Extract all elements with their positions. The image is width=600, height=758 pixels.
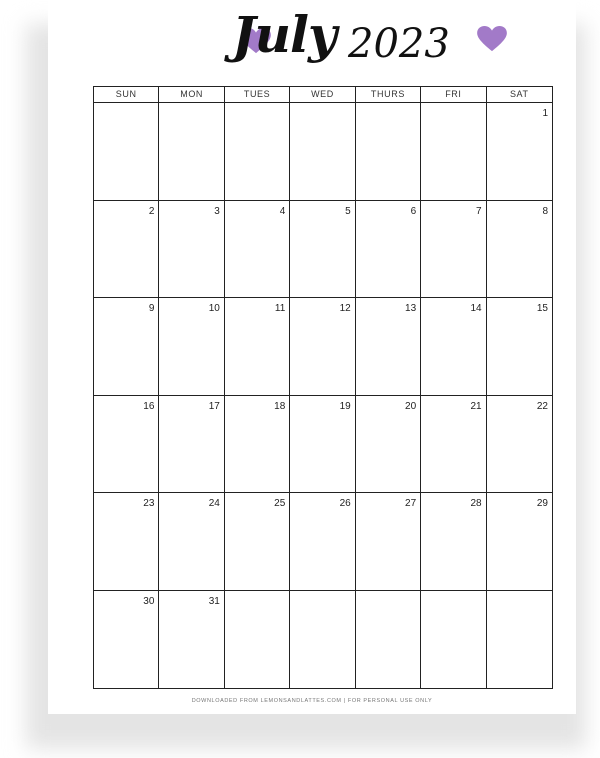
- day-number: 6: [410, 205, 417, 217]
- day-number: 30: [143, 595, 155, 607]
- day-cell: [94, 103, 159, 201]
- day-number: 1: [542, 108, 548, 119]
- day-number: 3: [214, 205, 220, 217]
- day-cell: [421, 396, 486, 494]
- day-cell: [290, 396, 355, 494]
- day-cell: [159, 591, 224, 689]
- day-cell: [487, 591, 552, 689]
- day-cell: [356, 493, 421, 591]
- day-cell: [159, 298, 224, 396]
- footer-note: DOWNLOADED FROM LEMONSANDLATTES.COM | FOR PERSONAL USE ONLY: [191, 698, 433, 704]
- day-cell: [225, 493, 290, 591]
- day-cell: [356, 103, 421, 201]
- day-number: 23: [143, 498, 155, 509]
- day-number: 19: [339, 400, 351, 412]
- day-cell: [356, 591, 421, 689]
- day-cell: [225, 103, 290, 201]
- day-number: 2: [148, 205, 155, 217]
- day-cell: [225, 298, 290, 396]
- calendar-sheet: [48, 0, 576, 714]
- day-cell: [225, 396, 290, 494]
- day-cell: [421, 201, 486, 299]
- day-number: 9: [148, 303, 155, 314]
- day-number: 11: [274, 303, 286, 314]
- day-number: 28: [470, 498, 482, 509]
- day-number: 4: [279, 205, 286, 217]
- day-cell: [487, 201, 552, 299]
- day-number: 20: [405, 400, 417, 412]
- month-title: July: [232, 5, 337, 64]
- day-number: 18: [274, 400, 286, 412]
- weekday-header: WED: [290, 87, 355, 103]
- day-number: 21: [470, 400, 482, 412]
- day-number: 12: [339, 303, 351, 314]
- day-cell: [159, 493, 224, 591]
- day-cell: [487, 103, 552, 201]
- day-number: 25: [274, 498, 286, 509]
- day-number: 27: [405, 498, 417, 509]
- day-number: 10: [208, 303, 220, 314]
- day-cell: [290, 493, 355, 591]
- day-cell: [225, 591, 290, 689]
- year-title: 2023: [348, 21, 450, 67]
- day-cell: [421, 591, 486, 689]
- day-cell: [356, 201, 421, 299]
- day-cell: [421, 493, 486, 591]
- weekday-header: FRI: [421, 87, 486, 103]
- weekday-header: THURS: [356, 87, 421, 103]
- day-number: 31: [208, 595, 220, 607]
- day-cell: [290, 298, 355, 396]
- weekday-header: SAT: [487, 87, 552, 103]
- day-cell: [421, 103, 486, 201]
- day-cell: [94, 201, 159, 299]
- day-number: 7: [476, 205, 482, 217]
- day-cell: [356, 298, 421, 396]
- weekday-header: MON: [159, 87, 224, 103]
- day-cell: [290, 201, 355, 299]
- calendar-grid: [93, 86, 553, 689]
- day-cell: [94, 396, 159, 494]
- day-cell: [487, 493, 552, 591]
- day-cell: [421, 298, 486, 396]
- day-number: 29: [536, 498, 548, 509]
- day-cell: [94, 493, 159, 591]
- day-cell: [159, 201, 224, 299]
- day-cell: [290, 103, 355, 201]
- day-cell: [94, 298, 159, 396]
- weekday-header: SUN: [94, 87, 159, 103]
- weekday-header: TUES: [225, 87, 290, 103]
- day-number: 8: [542, 205, 548, 217]
- day-cell: [225, 201, 290, 299]
- day-number: 24: [208, 498, 220, 509]
- day-cell: [159, 396, 224, 494]
- day-cell: [487, 396, 552, 494]
- title-row: [188, 5, 518, 80]
- day-cell: [159, 103, 224, 201]
- day-number: 26: [339, 498, 351, 509]
- day-number: 16: [143, 400, 155, 412]
- day-number: 14: [470, 303, 482, 314]
- day-number: 5: [345, 205, 351, 217]
- day-number: 17: [208, 400, 220, 412]
- day-number: 13: [405, 303, 417, 314]
- day-cell: [356, 396, 421, 494]
- day-cell: [487, 298, 552, 396]
- day-cell: [290, 591, 355, 689]
- day-cell: [94, 591, 159, 689]
- day-number: 15: [536, 303, 548, 314]
- day-number: 22: [536, 400, 548, 412]
- heart-icon: [477, 26, 507, 52]
